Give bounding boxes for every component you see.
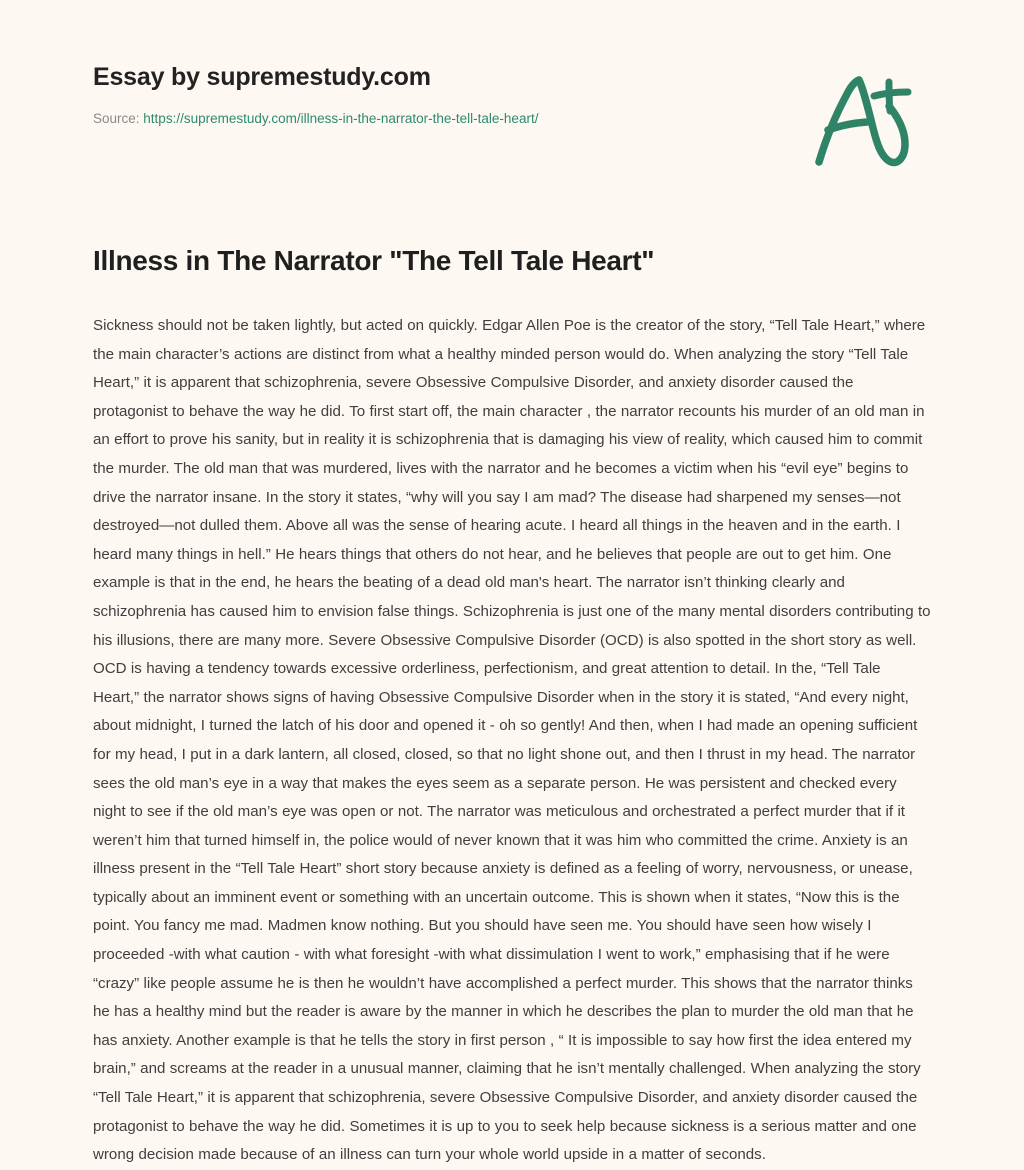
article-body-text: Sickness should not be taken lightly, but acted on quickly. Edgar Allen Poe is the creator of the story, “Tell Tale Heart,” where the main character’s actions are distinct from what a healthy minded person would do. When analyzing the story “Tell Tale Heart,” it is apparent that schizophrenia, severe Obsessive Compulsive Disorder, and anxiety disorder caused the protagonist to behave the way he did. To first start off, the main character , the narrator recounts his murder of an old man in an effort to prove his sanity, but in reality it is schizophrenia that is damaging his view of reality, which caused him to commit the murder. The old man that was murdered, lives with the narrator and he becomes a victim when his “evil eye” begins to drive the narrator insane. In the story it states, “why will you say I am mad? The disease had sharpened my senses—not destroyed—not dulled them. Above all was the sense of hearing acute. I heard all things in the heaven and in the earth. I heard many things in hell.” He hears things that others do not hear, and he believes that people are out to get him. One example is that in the end, he hears the beating of a dead old man's heart. The narrator isn’t thinking clearly and schizophrenia has caused him to envision false things. Schizophrenia is just one of the many mental disorders contributing to his illusions, there are many more. Severe Obsessive Compulsive Disorder (OCD) is also spotted in the short story as well. OCD is having a tendency towards excessive orderliness, perfectionism, and great attention to detail. In the, “Tell Tale Heart,” the narrator shows signs of having Obsessive Compulsive Disorder when in the story it is stated, “And every night, about midnight, I turned the latch of his door and opened it - oh so gently! And then, when I had made an opening sufficient for my head, I put in a dark lantern, all closed, closed, so that no light shone out, and then I thrust in my head. The narrator sees the old man’s eye in a way that makes the eyes seem as a separate person. He was persistent and checked every night to see if the old man’s eye was open or not. The narrator was meticulous and orchestrated a perfect murder that if it weren’t him that turned himself in, the police would of never known that it was him who committed the crime. Anxiety is an illness present in the “Tell Tale Heart” short story because anxiety is defined as a feeling of worry, nervousness, or unease, typically about an imminent event or something with an uncertain outcome. This is shown when it states, “Now this is the point. You fancy me mad. Madmen know nothing. But you should have seen me. You should have seen how wisely I proceeded -with what caution - with what foresight -with what dissimulation I went to work,” emphasising that if he were “crazy” like people assume he is then he wouldn’t have accomplished a perfect murder. This shows that the narrator thinks he has a healthy mind but the reader is aware by the manner in which he describes the plan to murder the old man that he has anxiety. Another example is that he tells the story in first person , “ It is impossible to say how first the idea entered my brain,” and screams at the reader in a unusual manner, claiming that he isn’t mentally challenged. When analyzing the story “Tell Tale Heart,” it is apparent that schizophrenia, severe Obsessive Compulsive Disorder, and anxiety disorder caused the protagonist to behave the way he did. Sometimes it is up to you to seek help because sickness is a serious matter and one wrong decision made because of an illness can turn your whole world upside in a matter of seconds.: [93, 317, 931, 1164]
page-header: [0, 0, 1024, 200]
source-label: Source:: [93, 111, 140, 126]
a-plus-logo-icon: [805, 58, 925, 178]
brand-block: [93, 62, 733, 128]
source-url-link[interactable]: https://supremestudy.com/illness-in-the-narrator-the-tell-tale-heart/: [143, 111, 539, 126]
source-line: [93, 110, 733, 128]
page-title: Illness in The Narrator "The Tell Tale Heart": [93, 245, 655, 276]
article: [93, 243, 931, 1170]
brand-title: Essay by supremestudy.com: [93, 63, 431, 91]
